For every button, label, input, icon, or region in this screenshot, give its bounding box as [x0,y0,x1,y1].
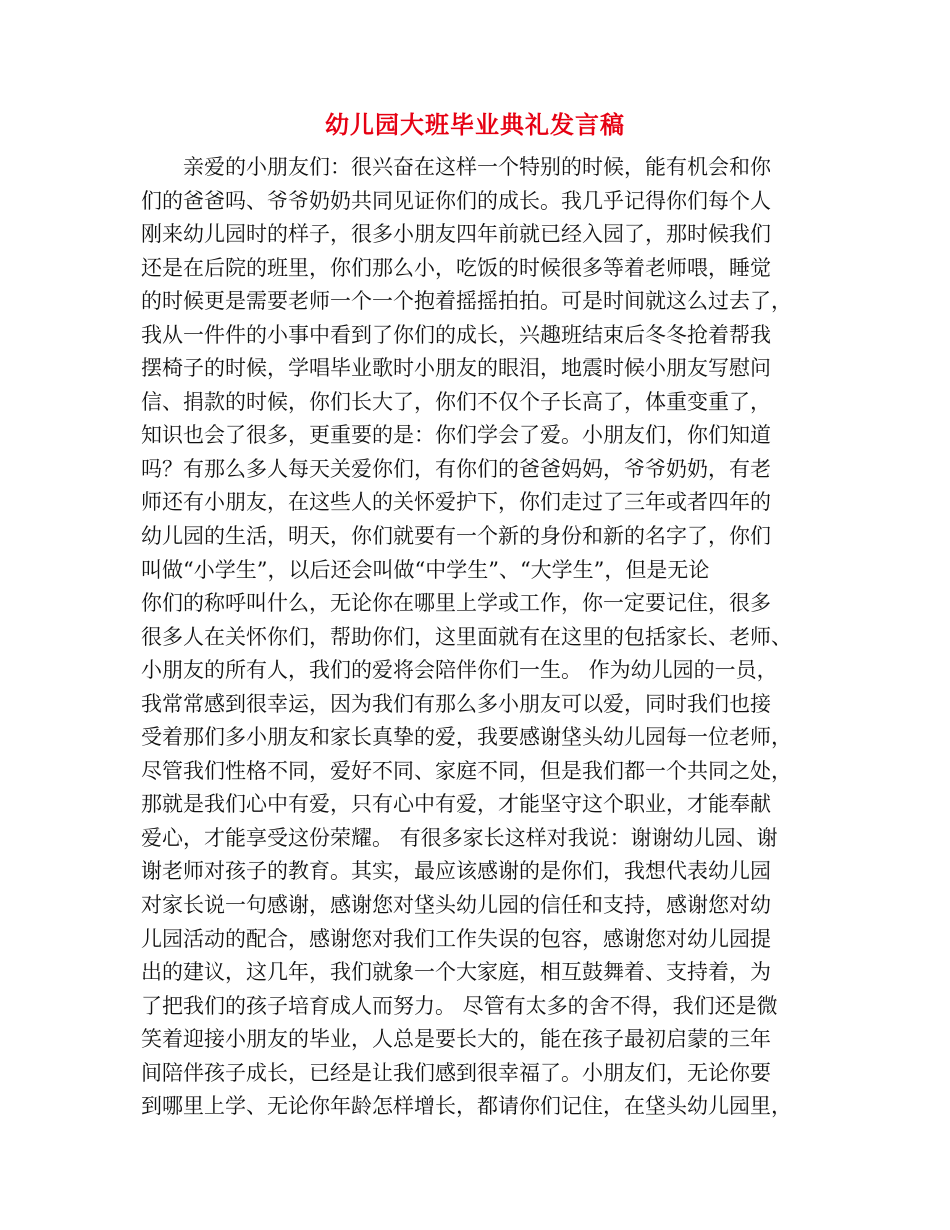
body-line: 信、捐款的时候，你们长大了，你们不仅个子长高了，体重变重了， [141,389,771,414]
body-line: 我从一件件的小事中看到了你们的成长，兴趣班结束后冬冬抢着帮我 [141,322,771,347]
body-line: 间陪伴孩子成长，已经是让我们感到很幸福了。小朋友们，无论你要 [141,1060,771,1085]
body-line: 儿园活动的配合，感谢您对我们工作失误的包容，感谢您对幼儿园提 [141,926,771,951]
body-line: 笑着迎接小朋友的毕业，人总是要长大的，能在孩子最初启蒙的三年 [141,1027,771,1052]
body-line: 那就是我们心中有爱，只有心中有爱，才能坚守这个职业，才能奉献 [141,792,771,817]
document-body [141,151,811,1124]
document-title: 幼儿园大班毕业典礼发言稿 [325,110,625,139]
body-line: 小朋友的所有人，我们的爱将会陪伴你们一生。 作为幼儿园的一员， [141,658,778,683]
body-line: 叫做“小学生”，以后还会叫做“中学生”、“大学生”，但是无论 [141,557,710,582]
body-line: 受着那们多小朋友和家长真挚的爱，我要感谢垡头幼儿园每一位老师， [141,725,792,750]
body-line: 对家长说一句感谢，感谢您对垡头幼儿园的信任和支持，感谢您对幼 [141,893,771,918]
body-line: 了把我们的孩子培育成人而努力。 尽管有太多的舍不得，我们还是微 [141,993,778,1018]
body-line: 亲爱的小朋友们：很兴奋在这样一个特别的时候，能有机会和你 [183,155,771,179]
body-line: 刚来幼儿园时的样子，很多小朋友四年前就已经入园了，那时候我们 [141,222,771,247]
body-line: 们的爸爸吗、爷爷奶奶共同见证你们的成长。我几乎记得你们每个人 [141,188,771,213]
body-line: 还是在后院的班里，你们那么小，吃饭的时候很多等着老师喂，睡觉 [141,255,771,280]
body-line: 幼儿园的生活，明天，你们就要有一个新的身份和新的名字了，你们 [141,524,771,549]
body-line: 知识也会了很多，更重要的是：你们学会了爱。小朋友们，你们知道 [141,423,771,448]
body-line: 谢老师对孩子的教育。其实，最应该感谢的是你们，我想代表幼儿园 [141,859,771,884]
body-line: 出的建议，这几年，我们就象一个大家庭，相互鼓舞着、支持着，为 [141,960,771,985]
body-line: 的时候更是需要老师一个一个抱着摇摇拍拍。可是时间就这么过去了， [141,289,792,314]
body-line: 摆椅子的时候，学唱毕业歌时小朋友的眼泪，地震时候小朋友写慰问 [141,356,771,381]
body-line: 爱心，才能享受这份荣耀。 有很多家长这样对我说：谢谢幼儿园、谢 [141,825,778,850]
body-line: 很多人在关怀你们，帮助你们，这里面就有在这里的包括家长、老师、 [141,624,792,649]
body-line: 师还有小朋友，在这些人的关怀爱护下，你们走过了三年或者四年的 [141,490,771,515]
body-line: 尽管我们性格不同，爱好不同、家庭不同，但是我们都一个共同之处， [141,758,792,783]
body-line: 到哪里上学、无论你年龄怎样增长，都请你们记住，在垡头幼儿园里， [141,1094,792,1119]
body-line: 吗？有那么多人每天关爱你们，有你们的爸爸妈妈，爷爷奶奶，有老 [141,456,771,481]
body-line: 你们的称呼叫什么，无论你在哪里上学或工作，你一定要记住，很多 [141,591,771,616]
body-line: 我常常感到很幸运，因为我们有那么多小朋友可以爱，同时我们也接 [141,691,771,716]
